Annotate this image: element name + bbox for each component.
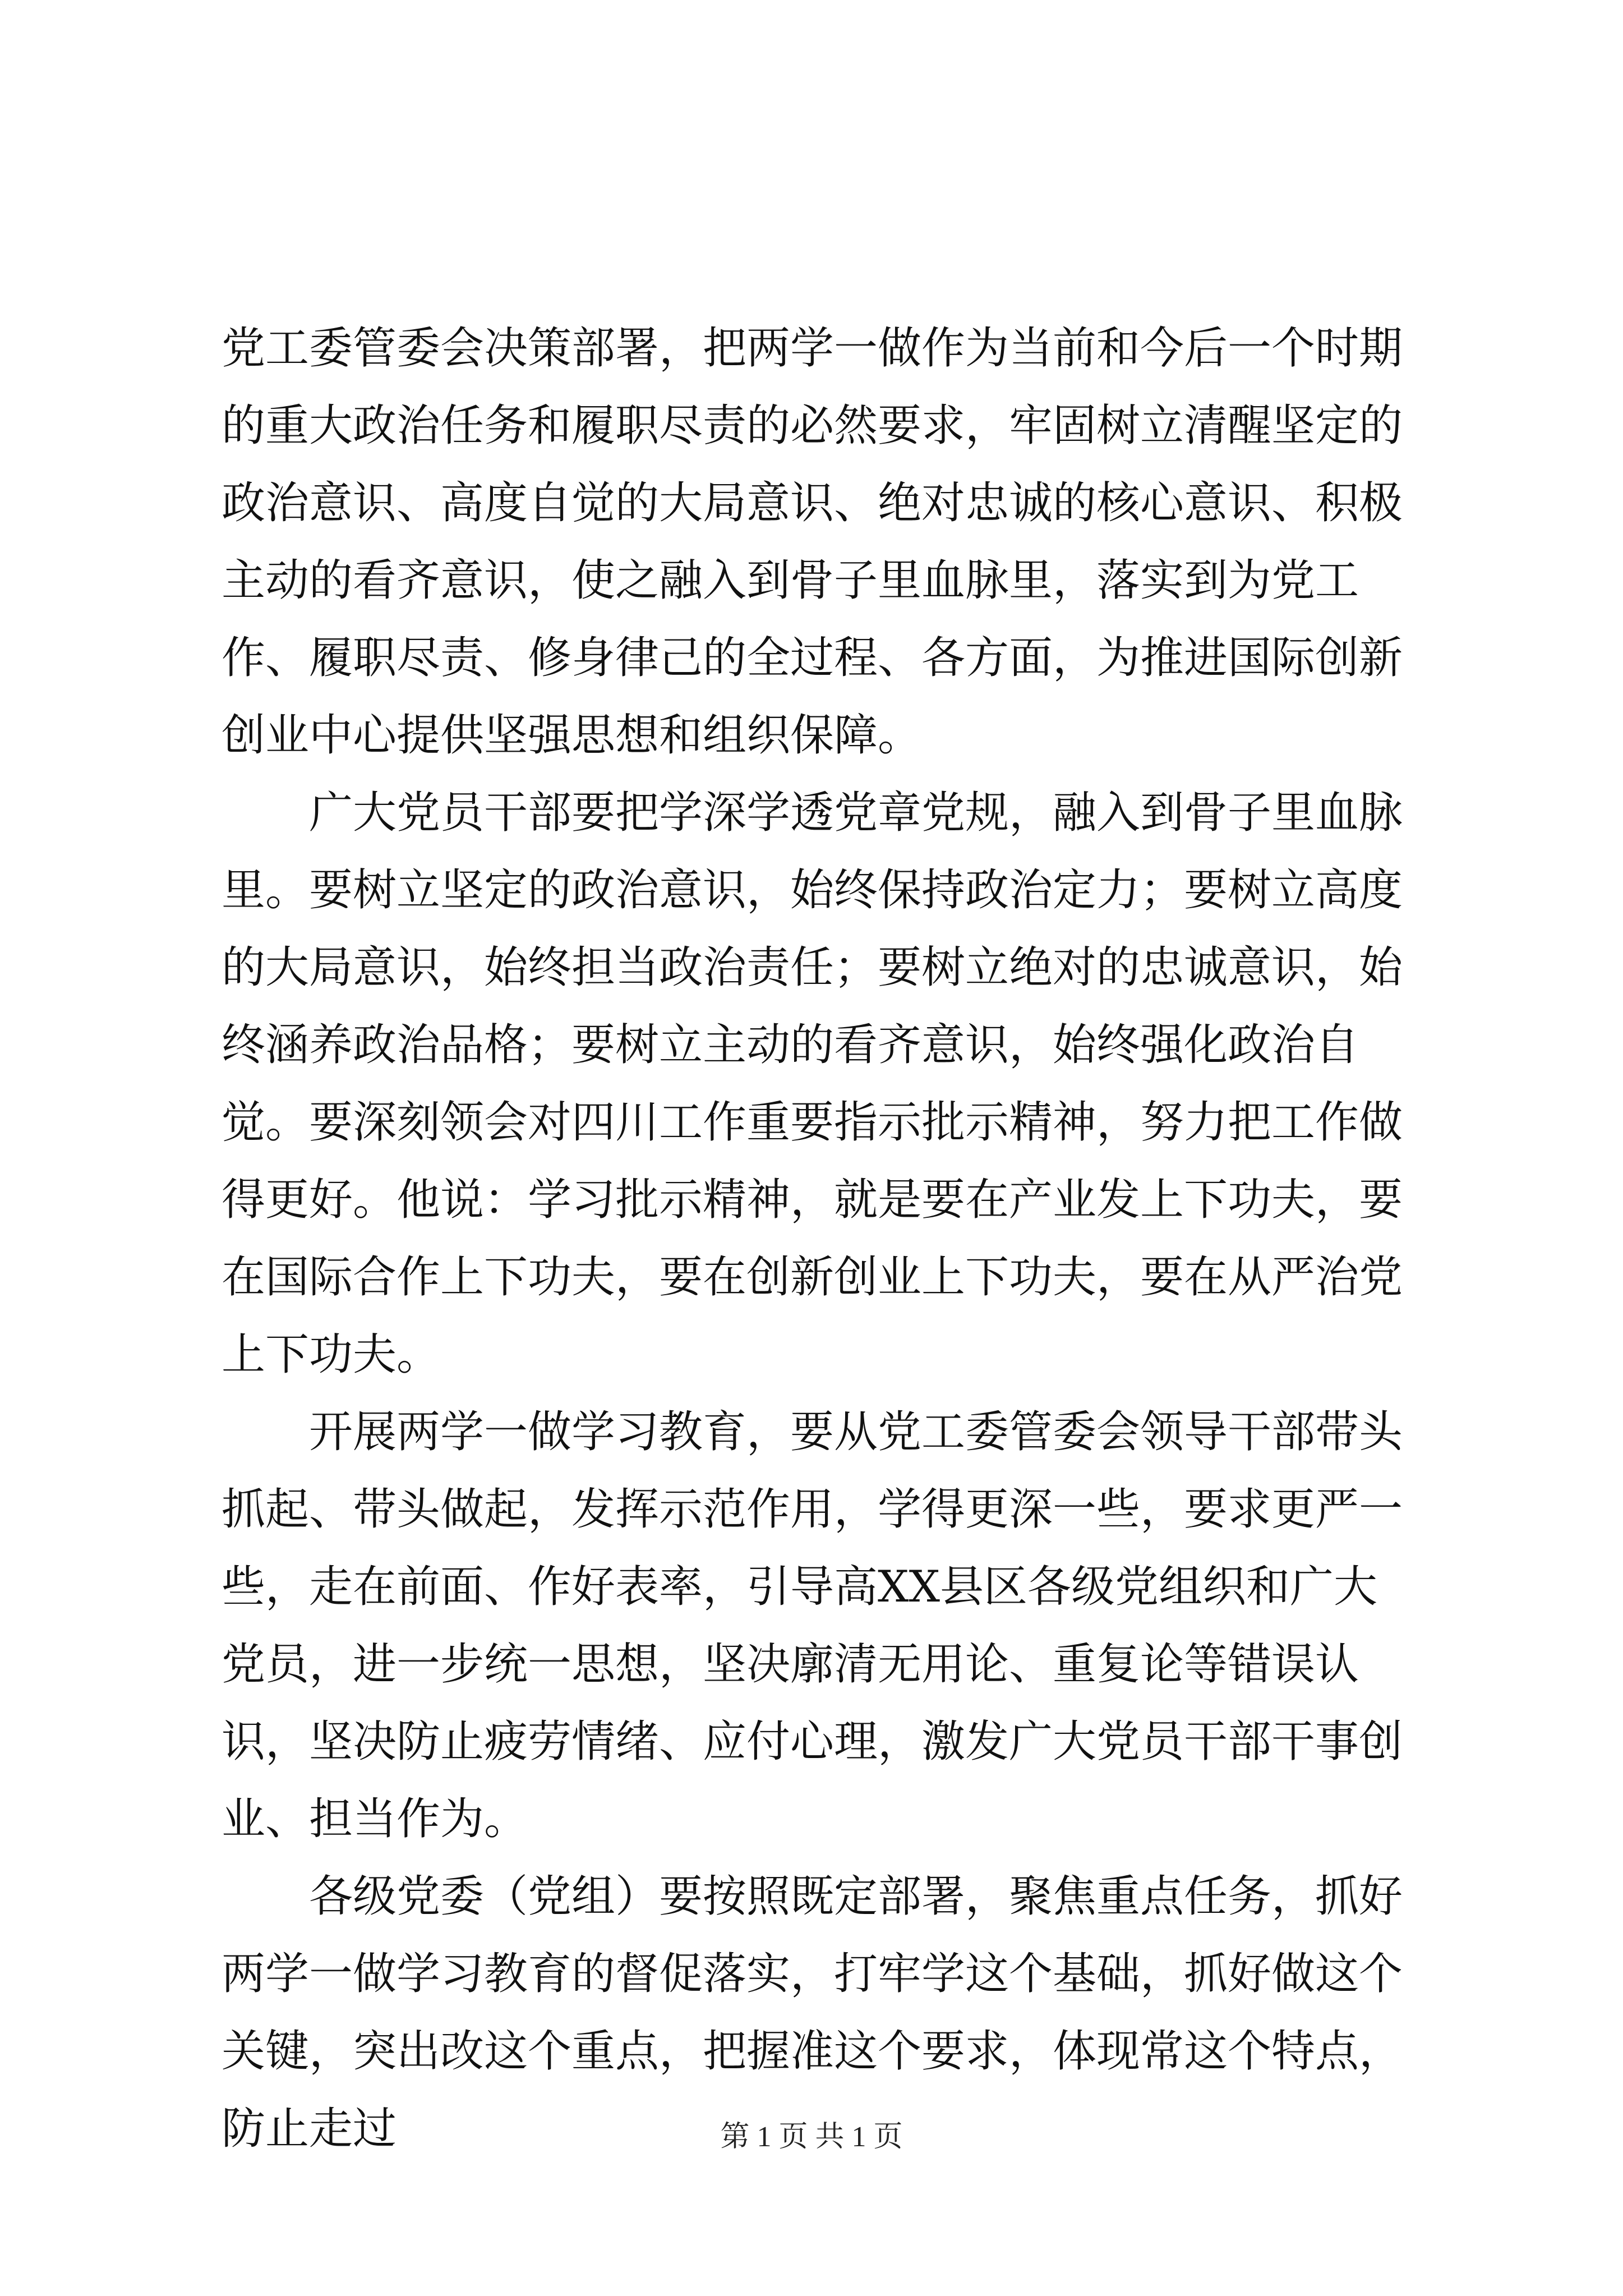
paragraph-3: 开展两学一做学习教育，要从党工委管委会领导干部带头抓起、带头做起，发挥示范作用，学得更深一些，要求更严一些，走在前面、作好表率，引导高XX县区各级党组织和广大党员，进一步统一思想，坚决廓清无用论、重复论等错误认识，坚决防止疲劳情绪、应付心理，激发广大党员干部干事创业、担当作为。 xyxy=(222,1407,1403,1844)
paragraph-2: 广大党员干部要把学深学透党章党规，融入到骨子里血脉里。要树立坚定的政治意识，始终保持政治定力；要树立高度的大局意识，始终担当政治责任；要树立绝对的忠诚意识，始终涵养政治品格；要树立主动的看齐意识，始终强化政治自觉。要深刻领会对四川工作重要指示批示精神，努力把工作做得更好。他说：学习批示精神，就是要在产业发上下功夫，要在国际合作上下功夫，要在创新创业上下功夫，要在从严治党上下功夫。 xyxy=(222,788,1403,1380)
paragraph-4: 各级党委（党组）要按照既定部署，聚焦重点任务，抓好两学一做学习教育的督促落实，打牢学这个基础，抓好做这个关键，突出改这个重点，把握准这个要求，体现常这个特点，防止走过 xyxy=(222,1871,1403,2154)
page-footer: 第 1 页 共 1 页 xyxy=(720,2121,903,2153)
document-body xyxy=(222,310,1405,2168)
paragraph-1: 党工委管委会决策部署，把两学一做作为当前和今后一个时期的重大政治任务和履职尽责的必然要求，牢固树立清醒坚定的政治意识、高度自觉的大局意识、绝对忠诚的核心意识、积极主动的看齐意识，使之融入到骨子里血脉里，落实到为党工作、履职尽责、修身律己的全过程、各方面，为推进国际创新创业中心提供坚强思想和组织保障。 xyxy=(222,323,1403,761)
